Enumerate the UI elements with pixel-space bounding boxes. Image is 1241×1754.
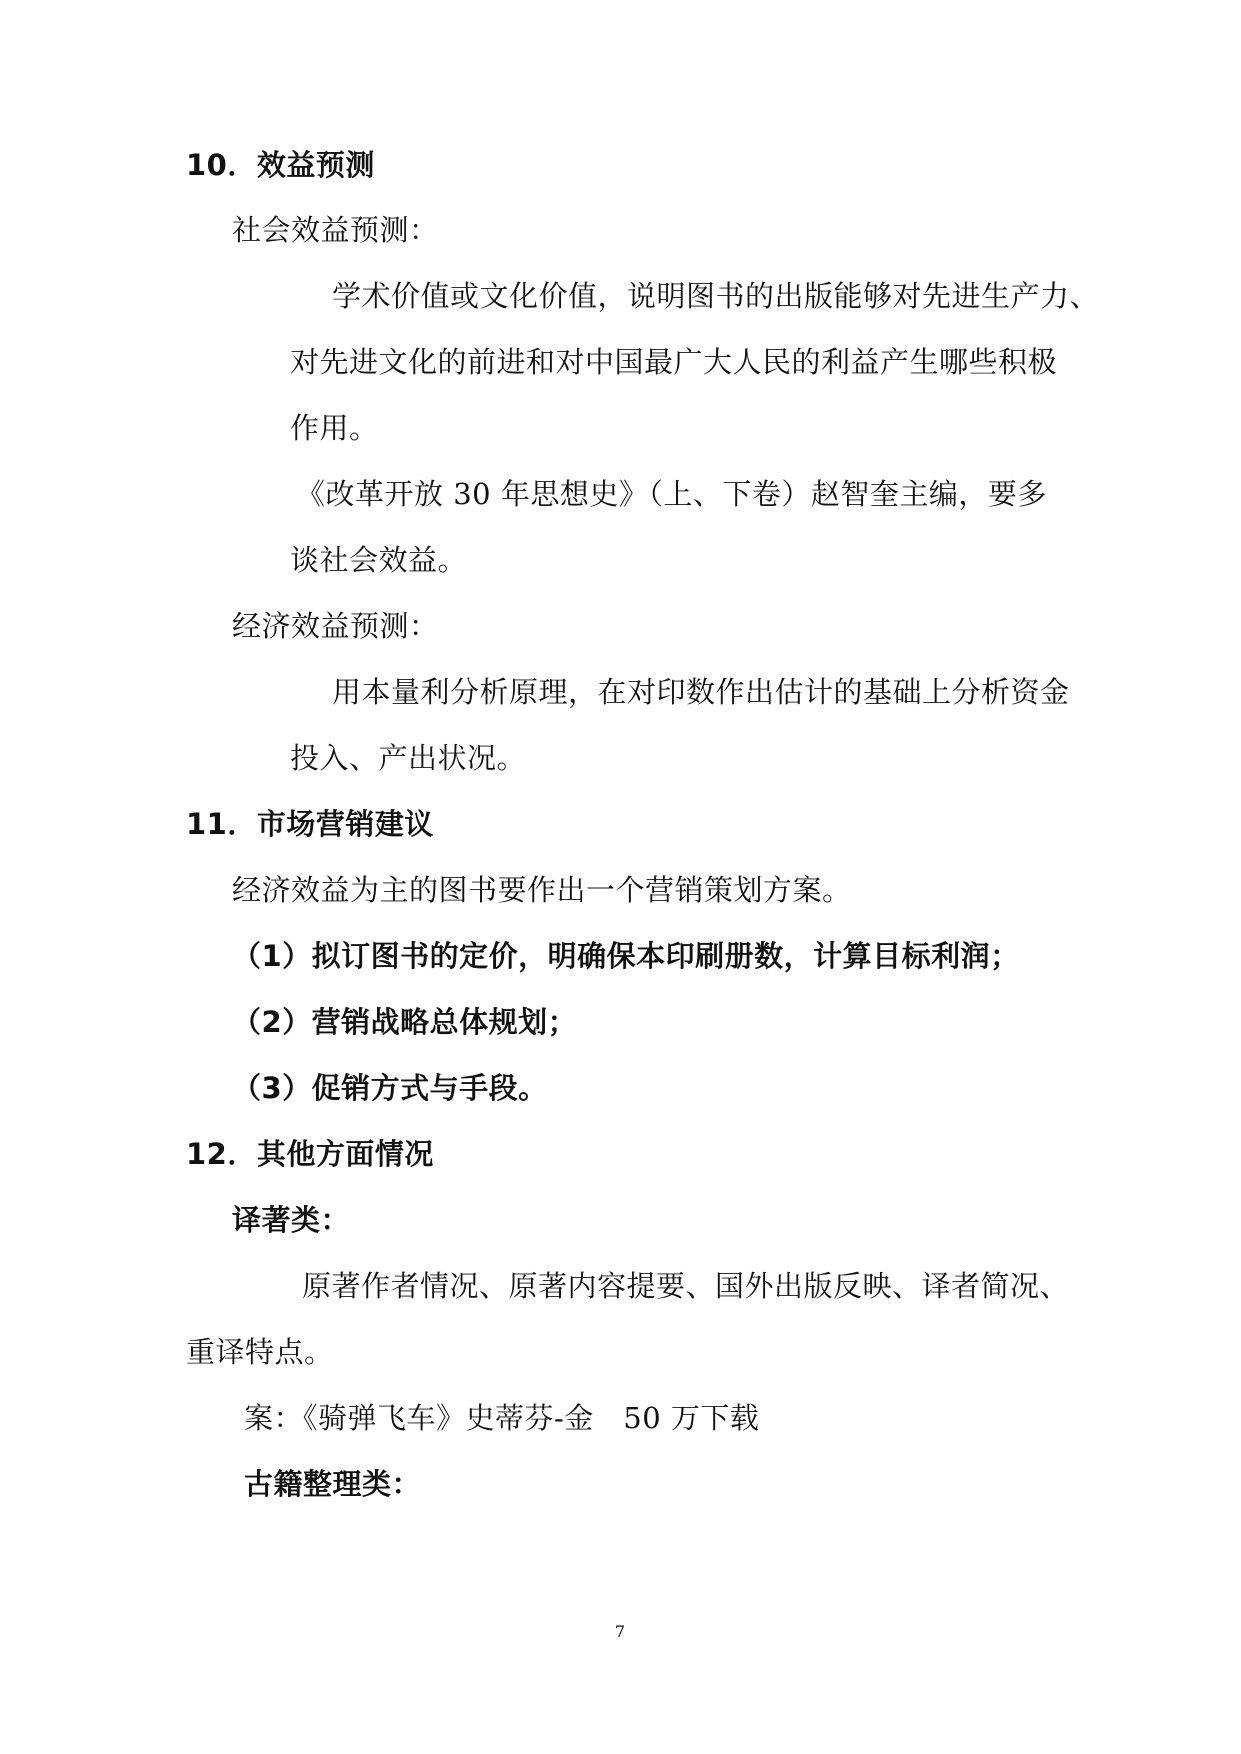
section-10-heading: 10．效益预测 [186,148,375,182]
translation-paragraph-line: 原著作者情况、原著内容提要、国外出版反映、译者简况、 [302,1269,1070,1303]
social-benefit-label: 社会效益预测： [232,213,439,247]
economic-benefit-paragraph-line: 用本量利分析原理，在对印数作出估计的基础上分析资金 [332,675,1070,709]
example-book-line: 《改革开放 30 年思想史》（上、下卷）赵智奎主编，要多 [296,477,1047,511]
example-book-line: 谈社会效益。 [290,543,468,577]
social-benefit-paragraph-line: 对先进文化的前进和对中国最广大人民的利益产生哪些积极 [290,345,1058,379]
social-benefit-paragraph-line: 作用。 [290,411,379,445]
marketing-intro: 经济效益为主的图书要作出一个营销策划方案。 [232,873,852,907]
marketing-item: （1）拟订图书的定价，明确保本印刷册数，计算目标利润； [232,939,1020,973]
ancient-books-label: 古籍整理类： [244,1467,422,1501]
page-number: 7 [614,1622,626,1641]
social-benefit-paragraph-line: 学术价值或文化价值，说明图书的出版能够对先进生产力、 [332,279,1100,313]
translation-label: 译著类： [232,1203,351,1237]
section-12-heading: 12．其他方面情况 [186,1137,434,1171]
case-line: 案：《骑弹飞车》史蒂芬-金 50 万下载 [244,1401,760,1435]
marketing-item: （2）营销战略总体规划； [232,1005,578,1039]
translation-paragraph-line: 重译特点。 [186,1335,334,1369]
section-11-heading: 11．市场营销建议 [186,807,434,841]
marketing-item: （3）促销方式与手段。 [232,1071,548,1105]
economic-benefit-label: 经济效益预测： [232,609,439,643]
economic-benefit-paragraph-line: 投入、产出状况。 [290,741,527,775]
